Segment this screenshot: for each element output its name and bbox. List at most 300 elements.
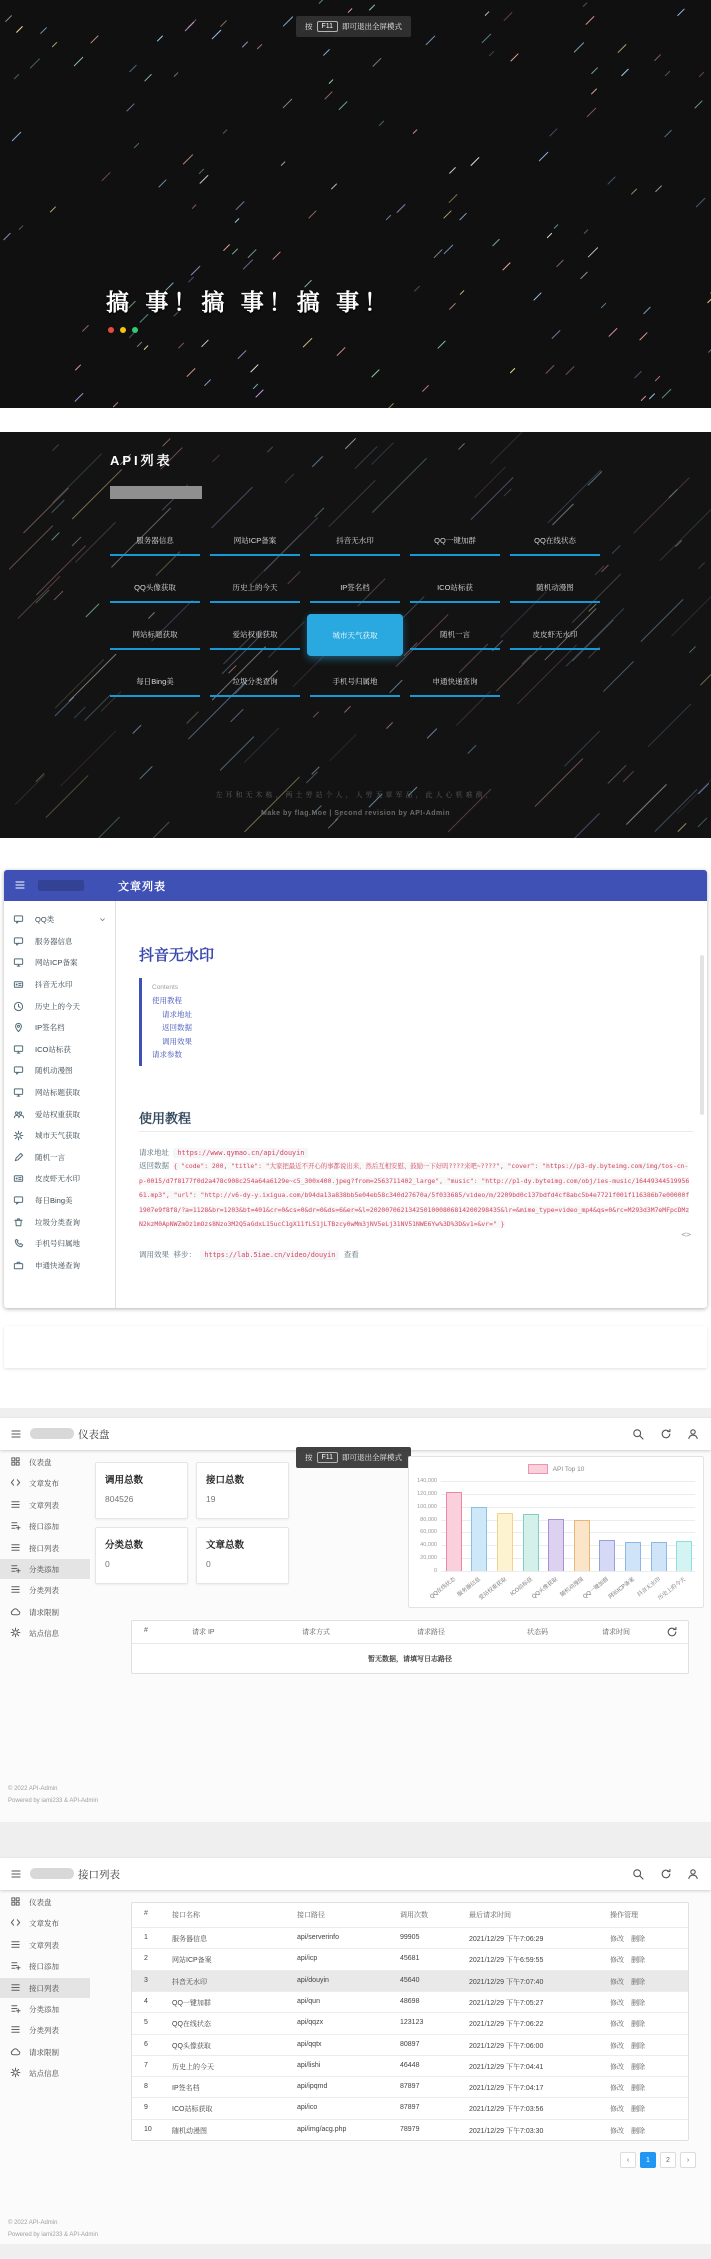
empty-table-message: 暂无数据，请填写日志路径: [132, 1643, 688, 1674]
api-button[interactable]: 城市天气获取: [307, 614, 403, 656]
api-button[interactable]: 手机号归属地: [310, 667, 400, 697]
user-icon[interactable]: [687, 1428, 699, 1440]
sidebar-item-label: 文章列表: [29, 1500, 59, 1510]
table-cell: 2021/12/29 下午7:05:27: [469, 1999, 544, 2007]
sidebar-item-label: 历史上的今天: [35, 1001, 80, 1011]
sidebar-item-label: 每日Bing美: [35, 1196, 73, 1206]
chart-bar: [599, 1540, 615, 1571]
sidebar-item-label: 请求限制: [29, 1607, 59, 1617]
chart-bar: [497, 1513, 513, 1571]
list-icon: [10, 1542, 21, 1553]
table-cell: api/ico: [297, 2104, 318, 2112]
sidebar-item-label: 城市天气获取: [35, 1131, 80, 1141]
article-appbar: [4, 870, 707, 901]
listadd-icon: [10, 1563, 21, 1574]
chart-gridline: [441, 1481, 695, 1482]
sidebar-item-label: 接口添加: [29, 1962, 59, 1972]
list-icon: [10, 1939, 21, 1950]
briefcase-icon: [13, 1260, 24, 1271]
pen-icon: [13, 1152, 24, 1163]
sidebar-item-文章列表[interactable]: [0, 1495, 90, 1515]
table-row[interactable]: [132, 2097, 688, 2119]
sidebar-item-接口列表[interactable]: [0, 1978, 90, 1998]
edit-button[interactable]: 修改: [610, 2021, 624, 2029]
menu-icon[interactable]: [10, 1868, 22, 1880]
edit-button[interactable]: 修改: [610, 2106, 624, 2114]
sidebar-item-label: 分类列表: [29, 1586, 59, 1596]
chart-bar: [471, 1507, 487, 1571]
sidebar-item[interactable]: [4, 931, 115, 953]
api-button[interactable]: 垃圾分类查询: [210, 667, 300, 697]
delete-button[interactable]: 删除: [631, 1999, 645, 2007]
chart-bar: [651, 1542, 667, 1571]
sidebar-item-接口添加[interactable]: [0, 1516, 90, 1536]
code-icon: [10, 1917, 21, 1928]
footer-copyright: © 2022 API-Admin: [8, 1786, 58, 1792]
toc-heading: Contents: [152, 984, 179, 991]
table-cell: api/serverinfo: [297, 1934, 340, 1941]
article-sidebar: [4, 901, 116, 1308]
table-cell: IP签名档: [172, 2085, 200, 2093]
sidebar-item-分类添加[interactable]: [0, 1559, 90, 1579]
table-cell: 9: [144, 2104, 148, 2112]
edit-button[interactable]: 修改: [610, 1978, 624, 1986]
effect-url[interactable]: https://lab.5iae.cn/video/douyin: [200, 1250, 339, 1260]
delete-button[interactable]: 删除: [631, 2042, 645, 2050]
table-cell: 2021/12/29 下午7:07:40: [469, 1978, 544, 1986]
tip-prefix: 按: [305, 22, 313, 31]
sidebar-item-label: 文章发布: [29, 1479, 59, 1489]
toc-link[interactable]: 请求地址: [162, 1009, 192, 1019]
sidebar-item-分类列表[interactable]: [0, 1580, 90, 1600]
table-row[interactable]: [132, 1991, 688, 2013]
sidebar-item-label: 抖音无水印: [35, 980, 73, 990]
sidebar-item-文章发布[interactable]: [0, 1473, 90, 1493]
toc-link[interactable]: 请求参数: [152, 1050, 182, 1059]
list-icon: [10, 2024, 21, 2035]
edit-button[interactable]: 修改: [610, 1957, 624, 1965]
sidebar-item-label: 仪表盘: [29, 1898, 52, 1907]
table-cell: 2021/12/29 下午7:06:29: [469, 1936, 544, 1943]
refresh-icon[interactable]: [660, 1428, 672, 1440]
carousel-dots[interactable]: [108, 327, 138, 333]
chart-ytick: 60,000: [420, 1529, 437, 1536]
request-url: https://www.qymao.cn/api/douyin: [173, 1148, 308, 1158]
table-row[interactable]: [132, 2055, 688, 2077]
table-cell: api/lishi: [297, 2061, 321, 2069]
grid-icon: [10, 1456, 21, 1467]
delete-button[interactable]: 删除: [631, 2127, 645, 2135]
row-actions: [610, 2041, 652, 2051]
table-cell: 3: [144, 1976, 148, 1984]
effect-suffix: 查看: [343, 1250, 359, 1259]
footer-copyright: © 2022 API-Admin: [8, 2220, 58, 2226]
table-cell: 80897: [400, 2040, 420, 2048]
request-log-table: [131, 1620, 689, 1674]
sidebar-item-label: 请求限制: [29, 2047, 59, 2057]
table-cell: 45681: [400, 1955, 420, 1963]
sidebar-item-分类列表[interactable]: [0, 2020, 90, 2040]
chart-ytick: 120,000: [417, 1490, 437, 1497]
chart-bar: [523, 1514, 539, 1571]
table-cell: 2021/12/29 下午7:06:22: [469, 2021, 544, 2029]
effect-label: 调用效果: [139, 1250, 169, 1259]
dot-yellow[interactable]: [120, 327, 126, 333]
api-button[interactable]: QQ在线状态: [510, 526, 600, 556]
search-icon[interactable]: [632, 1868, 644, 1880]
logo-blur: [30, 1868, 74, 1879]
stat-card-value: 19: [206, 1494, 216, 1504]
stat-card: [196, 1462, 289, 1519]
sidebar-item-label: 接口列表: [29, 1983, 59, 1993]
chart-xlabel: ICO站标获: [509, 1576, 534, 1598]
divider: [139, 1131, 693, 1132]
row-actions: [610, 1977, 652, 1987]
sidebar-item-仪表盘[interactable]: [0, 1452, 90, 1472]
sidebar-item-文章发布[interactable]: [0, 1913, 90, 1933]
sidebar-item-label: 文章列表: [29, 1940, 59, 1950]
chat-icon: [13, 936, 24, 947]
api-top10-chart: [408, 1456, 704, 1608]
chevron-down-icon: [98, 915, 107, 924]
row-actions: [610, 1998, 652, 2008]
edit-button[interactable]: 修改: [610, 2042, 624, 2050]
list-icon: [10, 1499, 21, 1510]
sidebar-item[interactable]: [4, 1017, 115, 1039]
edit-button[interactable]: 修改: [610, 2063, 624, 2071]
table-cell: api/img/acg.php: [297, 2125, 347, 2133]
sidebar-item[interactable]: [4, 1039, 115, 1061]
code-icon: [10, 1477, 21, 1488]
cloud-icon: [10, 2046, 21, 2057]
grid-icon: [10, 1896, 21, 1907]
api-button[interactable]: ICO站标获: [410, 573, 500, 603]
row-actions: [610, 1955, 652, 1965]
dot-red[interactable]: [108, 327, 114, 333]
row-actions: [610, 1934, 652, 1944]
api-list-title: API列表: [110, 453, 173, 468]
sidebar-item-label: QQ类: [35, 915, 55, 925]
table-cell: 2021/12/29 下午7:06:00: [469, 2042, 544, 2050]
table-cell: 随机动漫图: [172, 2127, 207, 2135]
sidebar-item-接口列表[interactable]: [0, 1538, 90, 1558]
tip-prefix: 按: [305, 1453, 313, 1462]
cloud-icon: [10, 1606, 21, 1617]
sidebar-item[interactable]: [4, 1060, 115, 1082]
table-row[interactable]: [132, 1927, 688, 1949]
table-cell: 45640: [400, 1976, 420, 1984]
chart-gridline: [441, 1494, 695, 1495]
response-label: 返回数据: [139, 1161, 169, 1170]
effect-row: [139, 1244, 359, 1262]
api-button[interactable]: IP签名档: [310, 573, 400, 603]
monitor-icon: [13, 1044, 24, 1055]
menu-icon[interactable]: [14, 879, 26, 891]
api-button[interactable]: 爱站权重获取: [210, 620, 300, 650]
delete-button[interactable]: 删除: [631, 2063, 645, 2071]
table-cell: 2021/12/29 下午7:04:41: [469, 2063, 544, 2071]
column-header: 状态码: [527, 1629, 548, 1636]
sidebar-item-label: 站点信息: [29, 2069, 59, 2079]
delete-button[interactable]: 删除: [631, 1957, 645, 1965]
table-cell: api/icp: [297, 1955, 318, 1963]
delete-button[interactable]: 删除: [631, 2021, 645, 2029]
chat-icon: [13, 1065, 24, 1076]
column-header: 请求时间: [602, 1629, 630, 1636]
sidebar-item-请求限制[interactable]: [0, 1602, 90, 1622]
table-cell: 4: [144, 1997, 148, 2005]
dot-green[interactable]: [132, 327, 138, 333]
sidebar-item-label: 服务器信息: [35, 936, 73, 946]
table-cell: api/qqtx: [297, 2040, 322, 2048]
list-icon: [10, 1584, 21, 1595]
table-cell: 抖音无水印: [172, 1978, 207, 1986]
table-cell: QQ一键加群: [172, 1999, 211, 2007]
api-button[interactable]: 随机一言: [410, 620, 500, 650]
delete-button[interactable]: 删除: [631, 1978, 645, 1986]
chart-bar: [676, 1541, 692, 1571]
sidebar-item-仪表盘[interactable]: [0, 1892, 90, 1912]
table-cell: ICO站标获取: [172, 2106, 213, 2114]
chart-xlabel: QQ头像获取: [531, 1576, 560, 1601]
sidebar-item[interactable]: [4, 1233, 115, 1255]
api-button[interactable]: 服务器信息: [110, 526, 200, 556]
logo-blur: [38, 880, 84, 891]
listadd-icon: [10, 1960, 21, 1971]
table-row[interactable]: [132, 2076, 688, 2098]
api-button[interactable]: 随机动漫图: [510, 573, 600, 603]
edit-button[interactable]: 修改: [610, 2085, 624, 2093]
gear-icon: [10, 2067, 21, 2078]
page-prev-button[interactable]: ‹: [620, 2152, 636, 2168]
sidebar-item-label: 接口列表: [29, 1543, 59, 1553]
chart-ytick: 100,000: [417, 1503, 437, 1510]
sidebar-item-label: 申通快递查询: [35, 1260, 80, 1270]
row-actions: [610, 2019, 652, 2029]
chart-xlabel: QQ一键加群: [582, 1576, 611, 1601]
stat-card-title: 调用总数: [105, 1475, 144, 1486]
next-section-card: [4, 1326, 707, 1368]
sidebar-item-站点信息[interactable]: [0, 1623, 90, 1643]
api-button-grid: [110, 520, 604, 708]
table-cell: 2021/12/29 下午7:03:56: [469, 2106, 544, 2114]
delete-button[interactable]: 删除: [631, 1936, 645, 1943]
response-json: { "code": 200, "title": "大家把最近不开心的事都说出来，然后互相安慰、鼓励一下好吗????来吧~????", "cover": "https://p3-dy.byteimg.com/img/tos-cn-p-0015/d7f8177f0d2a478c908c254a64a6129e~c5_300x400.jpeg?from=2563711402_large", "music": "http://p1-dy.byteimg.com/obj/ies-music/1644934451995661.mp3", "url": "http://v6-dy-y.ixigua.com/b94da13a838bb5e04eb58c340d27670a/5f033685/video/m/2209bd0c137bdfd4cf8abc5b4e7721f001f116386b7e00000f1907e9f8f8/?a=1128&br=1203&bt=401&cr=0&cs=0&dr=0&ds=6&er=&l=2020070621342501000806814200298435&lr=&mime_type=video_mp4&qs=0&rc=M293d3M7eMFpcDMzN2kzM0ApNWZmOz1mOzs8Nzo3M2Q5aGdxL15ucC1gX11fLS1jLTBzcy0wMm3jNV5eLj31NV51NWE6Yw%3D%3D&v1=&vr=" }: [139, 1162, 690, 1228]
table-cell: QQ在线状态: [172, 2021, 211, 2029]
sidebar-item-请求限制[interactable]: [0, 2042, 90, 2062]
chart-xlabel: 随机动漫图: [559, 1576, 585, 1599]
sidebar-item-站点信息[interactable]: [0, 2063, 90, 2083]
sidebar-item[interactable]: [4, 995, 115, 1017]
code-toggle-icon[interactable]: <>: [681, 1230, 691, 1239]
table-row[interactable]: [132, 2119, 688, 2141]
sidebar-item[interactable]: [4, 1147, 115, 1169]
dashboard-title: 仪表盘: [78, 1429, 110, 1441]
table-of-contents: [139, 978, 192, 1066]
scrollbar[interactable]: [700, 955, 704, 1115]
table-cell: 46448: [400, 2061, 420, 2069]
menu-icon[interactable]: [10, 1428, 22, 1440]
delete-button[interactable]: 删除: [631, 2106, 645, 2114]
pin-icon: [13, 1022, 24, 1033]
meteor-field: [0, 0, 711, 408]
sidebar-item[interactable]: [4, 1103, 115, 1125]
toc-link[interactable]: 返回数据: [162, 1023, 192, 1032]
chat-icon: [13, 1195, 24, 1206]
chart-xlabel: 抖音无水印: [636, 1576, 662, 1599]
table-cell: 历史上的今天: [172, 2063, 214, 2071]
hero-section: [0, 0, 711, 408]
sidebar-item-接口添加[interactable]: [0, 1956, 90, 1976]
api-button[interactable]: 网站ICP备案: [210, 526, 300, 556]
table-row[interactable]: [132, 2012, 688, 2034]
column-header: #: [144, 1910, 148, 1917]
api-button[interactable]: 抖音无水印: [310, 526, 400, 556]
sidebar-item[interactable]: [4, 1125, 115, 1147]
sidebar-item-label: 仪表盘: [29, 1458, 52, 1467]
monitor-icon: [13, 957, 24, 968]
delete-button[interactable]: 删除: [631, 2085, 645, 2093]
sidebar-item[interactable]: [4, 1211, 115, 1233]
table-cell: 1: [144, 1934, 148, 1941]
edit-button[interactable]: 修改: [610, 1999, 624, 2007]
chart-ytick: 20,000: [420, 1555, 437, 1562]
sidebar-item-label: 垃圾分类查询: [35, 1217, 80, 1227]
stat-card-value: 0: [206, 1559, 211, 1569]
doc-title: 抖音无水印: [139, 947, 215, 964]
user-icon[interactable]: [687, 1868, 699, 1880]
edit-button[interactable]: 修改: [610, 1936, 624, 1943]
column-header: 最后请求时间: [469, 1912, 511, 1919]
column-header: 操作管理: [610, 1912, 638, 1919]
gear-icon: [13, 1130, 24, 1141]
tip-suffix: 即可退出全屏模式: [342, 1453, 403, 1462]
api-button[interactable]: QQ头像获取: [110, 573, 200, 603]
fullscreen-tip: [296, 1447, 411, 1468]
table-cell: 87897: [400, 2104, 420, 2112]
chart-gridline: [441, 1571, 695, 1572]
chart-ytick: 140,000: [417, 1478, 437, 1484]
api-button[interactable]: 网站标题获取: [110, 620, 200, 650]
row-actions: [610, 2126, 652, 2136]
api-button[interactable]: 皮皮虾无水印: [510, 620, 600, 650]
chart-ytick: 40,000: [420, 1542, 437, 1549]
stat-card: [196, 1527, 289, 1584]
fullscreen-tip: [296, 16, 411, 37]
sidebar-item[interactable]: [4, 1255, 115, 1277]
toc-link[interactable]: 调用效果: [162, 1036, 192, 1046]
table-cell: QQ头像获取: [172, 2042, 211, 2050]
page-button-2[interactable]: 2: [660, 2152, 676, 2168]
page-next-button[interactable]: ›: [680, 2152, 696, 2168]
sidebar-item-label: 网站ICP备案: [35, 958, 78, 968]
chart-xlabel: QQ在线状态: [428, 1576, 457, 1601]
tip-suffix: 即可退出全屏模式: [342, 22, 403, 31]
api-button[interactable]: 每日Bing美: [110, 667, 200, 697]
chart-ytick: 80,000: [420, 1516, 437, 1523]
trash-icon: [13, 1217, 24, 1228]
page-button-1[interactable]: 1: [640, 2152, 656, 2168]
pagination: [620, 2152, 696, 2168]
monitor-icon: [13, 1087, 24, 1098]
sidebar-item-label: 分类添加: [29, 2005, 59, 2014]
column-header: 接口名称: [172, 1912, 200, 1919]
list-icon: [10, 1982, 21, 1993]
toc-link[interactable]: 使用教程: [152, 996, 182, 1005]
stat-card-value: 0: [105, 1559, 110, 1569]
refresh-icon[interactable]: [660, 1868, 672, 1880]
dvr-icon: [13, 979, 24, 990]
table-cell: api/douyin: [297, 1976, 329, 1984]
interface-appbar: [0, 1858, 711, 1890]
sidebar-item[interactable]: [4, 1190, 115, 1212]
table-cell: 服务器信息: [172, 1936, 207, 1943]
legend-swatch: [528, 1464, 548, 1474]
dashboard-appbar: [0, 1418, 711, 1450]
table-row[interactable]: [132, 1948, 688, 1970]
effect-prefix: 移步：: [173, 1250, 196, 1259]
sidebar-item[interactable]: [4, 909, 115, 931]
api-button[interactable]: 历史上的今天: [210, 573, 300, 603]
sidebar-item[interactable]: [4, 974, 115, 996]
sidebar-item[interactable]: [4, 952, 115, 974]
api-button[interactable]: 申通快递查询: [410, 667, 500, 697]
row-actions: [610, 2104, 652, 2114]
stat-card-title: 分类总数: [105, 1540, 144, 1551]
stat-card-title: 接口总数: [206, 1475, 245, 1486]
api-button[interactable]: QQ一键加群: [410, 526, 500, 556]
table-cell: 78979: [400, 2125, 420, 2133]
sidebar-item-文章列表[interactable]: [0, 1935, 90, 1955]
interface-table: [131, 1902, 689, 2141]
sidebar-item-分类添加[interactable]: [0, 1999, 90, 2019]
phone-icon: [13, 1238, 24, 1249]
listadd-icon: [10, 2003, 21, 2014]
chart-bar: [625, 1542, 641, 1571]
chart-xlabel: 服务器信息: [456, 1576, 483, 1599]
table-row[interactable]: [132, 2034, 688, 2056]
chart-bar: [548, 1519, 564, 1571]
article-appbar-title: 文章列表: [118, 881, 166, 893]
table-cell: 网站ICP备案: [172, 1957, 212, 1965]
table-cell: 123123: [400, 2019, 424, 2027]
stat-card-value: 804526: [105, 1494, 134, 1504]
sidebar-item-label: 手机号归属地: [35, 1239, 80, 1249]
table-row[interactable]: [132, 1970, 688, 1992]
people-icon: [13, 1109, 24, 1120]
chart-bar: [574, 1520, 590, 1571]
response-block: [139, 1158, 691, 1231]
table-refresh-icon[interactable]: [666, 1626, 678, 1638]
table-cell: 5: [144, 2019, 148, 2027]
column-header: 请求 IP: [192, 1629, 215, 1636]
table-cell: 8: [144, 2083, 148, 2091]
search-icon[interactable]: [632, 1428, 644, 1440]
footer-powered-by: Powered by iami233 & API-Admin: [8, 1798, 99, 1804]
table-cell: 10: [144, 2125, 152, 2133]
table-cell: 2021/12/29 下午7:03:30: [469, 2127, 544, 2135]
column-header: 调用次数: [400, 1912, 428, 1919]
sidebar-item-label: 分类添加: [29, 1565, 59, 1574]
edit-button[interactable]: 修改: [610, 2127, 624, 2135]
blurred-subtitle: [110, 486, 202, 499]
sidebar-item-label: 爱站权重获取: [35, 1109, 80, 1119]
column-header: 请求方式: [302, 1629, 330, 1636]
hitokoto-quote: 左耳和无木栋，两土劳站个人，人劳无草军品，此人心机难测，: [215, 792, 496, 799]
sidebar-item[interactable]: [4, 1168, 115, 1190]
sidebar-item-label: 随机动漫图: [35, 1066, 73, 1076]
sidebar-item[interactable]: [4, 1082, 115, 1104]
